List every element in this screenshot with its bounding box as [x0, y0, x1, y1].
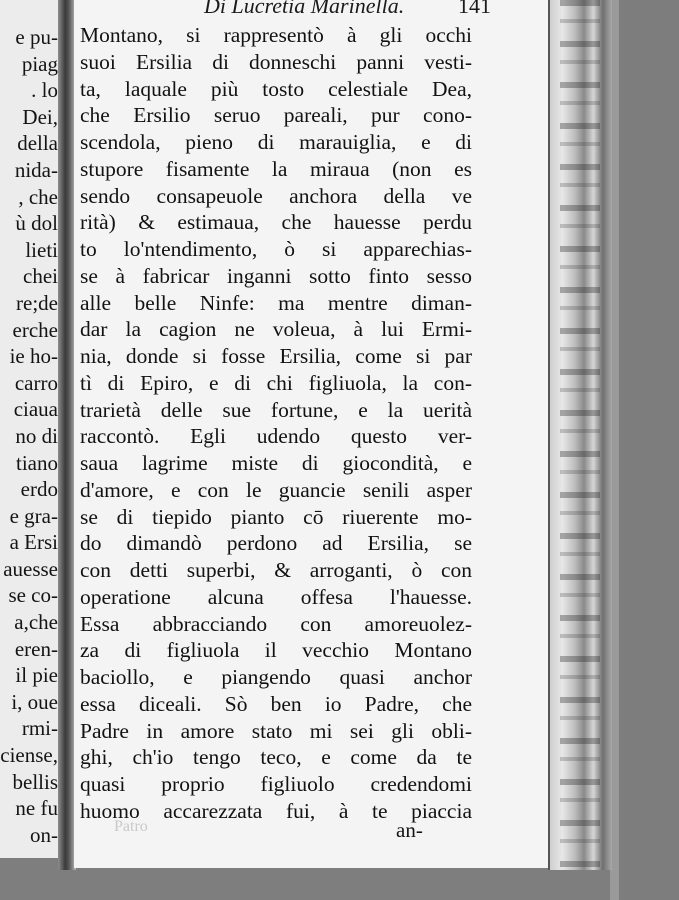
text-line: alle belle Ninfe: ma mentre diman- — [80, 290, 472, 315]
text-line: sendo consapeuole anchora della ve — [80, 183, 472, 208]
text-line: ta, laquale più tosto celestiale Dea, — [80, 76, 472, 101]
page-number: 141 — [458, 0, 491, 18]
facing-line: eren- — [14, 636, 58, 661]
text-line: suoi Ersilia di donneschi panni vesti- — [80, 49, 472, 74]
facing-line: rmi- — [21, 716, 58, 741]
text-line: se à fabricar inganni sotto finto sesso — [80, 263, 472, 288]
facing-line: carro — [14, 370, 58, 395]
facing-line: erdo — [20, 477, 58, 502]
facing-line: della — [17, 131, 58, 156]
text-line: Padre in amore stato mi sei gli obli- — [80, 718, 472, 743]
facing-line: , che — [18, 184, 58, 209]
facing-line: ciaua — [13, 397, 58, 422]
facing-line: il pie — [15, 663, 58, 688]
text-line: se di tiepido pianto cō riuerente mo- — [80, 504, 472, 529]
text-line: huomo accarezzata fui, à te piaccia — [80, 798, 472, 823]
facing-line: erche — [12, 317, 58, 342]
facing-line: tiano — [16, 450, 58, 475]
facing-line: nida- — [14, 157, 58, 182]
facing-line: a,che — [14, 610, 58, 635]
book-fore-edge — [548, 0, 612, 870]
facing-line: re;de — [16, 290, 58, 315]
text-line: essa diceali. Sò ben io Padre, che — [80, 691, 472, 716]
text-line: baciollo, e piangendo quasi anchor — [80, 665, 472, 689]
facing-line: bellis — [12, 769, 58, 794]
facing-line: i, oue — [11, 689, 58, 714]
catchword: an- — [396, 818, 423, 842]
background-desk — [619, 0, 679, 900]
facing-line: ù dol — [15, 211, 58, 236]
facing-line: se co- — [8, 583, 58, 608]
text-line: do dimandò perdono ad Ersilia, se — [80, 531, 472, 556]
text-line: scendola, pieno di marauiglia, e di — [80, 130, 472, 154]
printed-page — [74, 0, 550, 868]
text-line: tì di Epiro, e di chi figliuola, la con- — [80, 370, 472, 395]
text-line: dar la cagion ne voleua, à lui Ermi- — [80, 317, 472, 342]
text-line: rità) & estimaua, che hauesse perdu — [80, 210, 472, 235]
facing-line: auesse — [3, 556, 58, 581]
facing-line: Dei, — [22, 104, 58, 129]
text-line: to lo'ntendimento, ò si apparechias- — [80, 237, 472, 261]
text-line: saua lagrime miste di giocondità, e — [80, 451, 472, 475]
facing-line: a Ersi — [9, 530, 58, 555]
text-line: d'amore, e con le guancie senili asper — [80, 477, 472, 502]
text-line: trarietà delle sue fortune, e la uerità — [80, 397, 472, 422]
facing-line: lieti — [25, 237, 58, 262]
running-head: Di Lucretia Marinella. — [204, 0, 405, 18]
facing-line: ciense, — [0, 743, 58, 768]
facing-line: piag — [21, 51, 58, 76]
text-line: stupore fisamente la miraua (non es — [80, 156, 472, 181]
text-line: operatione alcuna offesa l'hauesse. — [80, 584, 472, 609]
show-through-text: Patro — [114, 818, 148, 835]
text-line: nia, donde si fosse Ersilia, come si par — [80, 344, 472, 368]
text-line: za di figliuola il vecchio Montano — [80, 638, 472, 663]
facing-line: on- — [30, 822, 58, 847]
text-line: ghi, ch'io tengo teco, e come da te — [80, 745, 472, 770]
text-line: che Ersilio seruo pareali, pur cono- — [80, 103, 472, 128]
facing-line: . lo — [31, 78, 58, 103]
facing-line: ie ho- — [9, 344, 58, 369]
facing-line: ne fu — [15, 796, 58, 821]
facing-line: no di — [15, 423, 58, 448]
page-body-text — [80, 22, 472, 825]
text-line: raccontò. Egli udendo questo ver- — [80, 424, 472, 449]
text-line: con detti superbi, & arroganti, ò con — [80, 558, 472, 582]
text-line: quasi proprio figliuolo credendomi — [80, 772, 472, 796]
facing-line: chei — [23, 264, 58, 289]
text-line: Montano, si rappresentò à gli occhi — [80, 23, 472, 47]
facing-line: e pu- — [15, 25, 58, 49]
facing-line: e gra- — [9, 503, 58, 528]
facing-page-text — [0, 24, 58, 848]
facing-page-left — [0, 0, 62, 858]
text-line: Essa abbracciando con amoreuolez- — [80, 611, 472, 636]
